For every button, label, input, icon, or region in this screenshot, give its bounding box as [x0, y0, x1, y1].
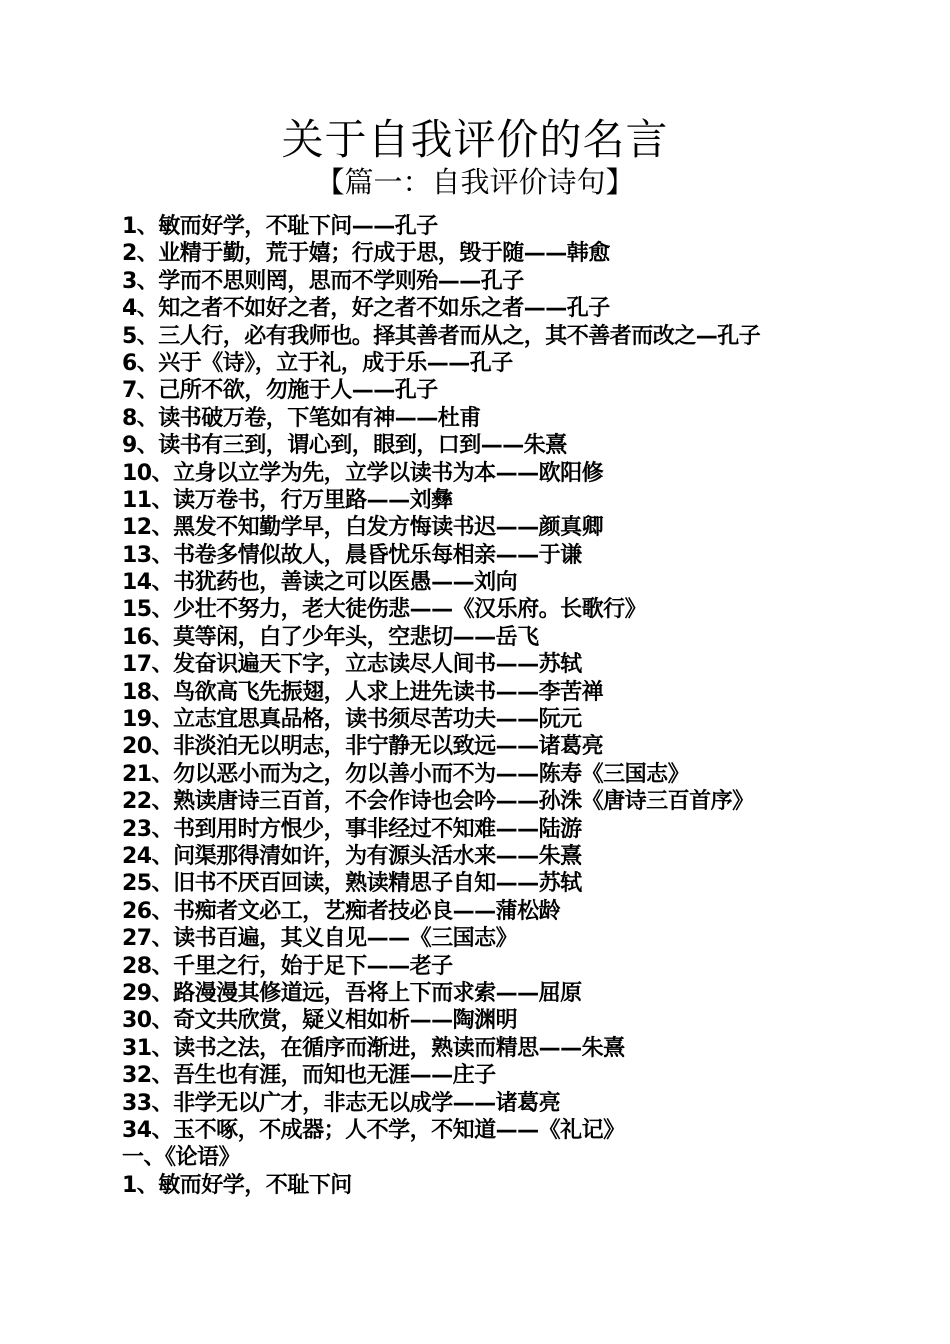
quote-line: 34、玉不啄，不成器；人不学，不知道——《礼记》: [122, 1117, 625, 1143]
quote-line: 一、《论语》: [122, 1145, 241, 1171]
quote-line: 5、三人行，必有我师也。择其善者而从之，其不善者而改之—孔子: [122, 323, 761, 349]
quote-line: 30、奇文共欣赏，疑义相如析——陶渊明: [122, 1008, 518, 1034]
quote-list: [122, 213, 922, 1199]
quote-line: 17、发奋识遍天下字，立志读尽人间书——苏轼: [122, 652, 582, 678]
quote-line: 10、立身以立学为先，立学以读书为本——欧阳修: [122, 460, 604, 486]
quote-line: 16、莫等闲，白了少年头，空悲切——岳飞: [122, 624, 539, 650]
quote-line: 7、己所不欲，勿施于人——孔子: [122, 378, 438, 404]
quote-line: 3、学而不思则罔，思而不学则殆——孔子: [122, 268, 524, 294]
quote-line: 15、少壮不努力，老大徒伤悲——《汉乐府。长歌行》: [122, 597, 647, 623]
quote-line: 26、书痴者文必工，艺痴者技必良——蒲松龄: [122, 898, 561, 924]
quote-line: 27、读书百遍，其义自见——《三国志》: [122, 926, 518, 952]
quote-line: 6、兴于《诗》，立于礼，成于乐——孔子: [122, 350, 513, 376]
quote-line: 24、问渠那得清如许，为有源头活水来——朱熹: [122, 843, 582, 869]
quote-line: 20、非淡泊无以明志，非宁静无以致远——诸葛亮: [122, 734, 604, 760]
quote-line: 11、读万卷书，行万里路——刘彝: [122, 487, 453, 513]
quote-line: 23、书到用时方恨少，事非经过不知难——陆游: [122, 816, 582, 842]
quote-line: 8、读书破万卷，下笔如有神——杜甫: [122, 405, 481, 431]
quote-line: 13、书卷多情似故人，晨昏忧乐每相亲——于谦: [122, 542, 582, 568]
quote-line: 21、勿以恶小而为之，勿以善小而不为——陈寿《三国志》: [122, 761, 690, 787]
quote-line: 14、书犹药也，善读之可以医愚——刘向: [122, 570, 518, 596]
document-subtitle: 【篇一：自我评价诗句】: [315, 165, 635, 199]
quote-line: 32、吾生也有涯，而知也无涯——庄子: [122, 1063, 496, 1089]
quote-line: 33、非学无以广才，非志无以成学——诸葛亮: [122, 1090, 561, 1116]
quote-line: 4、知之者不如好之者，好之者不如乐之者——孔子: [122, 296, 610, 322]
quote-line: 28、千里之行，始于足下——老子: [122, 953, 453, 979]
quote-line: 2、业精于勤，荒于嬉；行成于思，毁于随——韩愈: [122, 241, 610, 267]
quote-line: 19、立志宜思真品格，读书须尽苦功夫——阮元: [122, 707, 582, 733]
quote-line: 1、敏而好学，不耻下问——孔子: [122, 214, 438, 239]
quote-line: 22、熟读唐诗三百首，不会作诗也会吟——孙洙《唐诗三百首序》: [122, 789, 754, 815]
quote-line: 18、鸟欲高飞先振翅，人求上进先读书——李苦禅: [122, 679, 604, 705]
document-title: 关于自我评价的名言: [281, 115, 669, 164]
quote-line: 1、敏而好学，不耻下问: [122, 1172, 352, 1198]
quote-line: 25、旧书不厌百回读，熟读精思子自知——苏轼: [122, 871, 582, 897]
quote-line: 9、读书有三到，谓心到，眼到，口到——朱熹: [122, 433, 567, 459]
quote-line: 31、读书之法，在循序而渐进，熟读而精思——朱熹: [122, 1035, 625, 1061]
quote-line: 29、路漫漫其修道远，吾将上下而求索——屈原: [122, 980, 582, 1006]
quote-line: 12、黑发不知勤学早，白发方悔读书迟——颜真卿: [122, 515, 604, 541]
